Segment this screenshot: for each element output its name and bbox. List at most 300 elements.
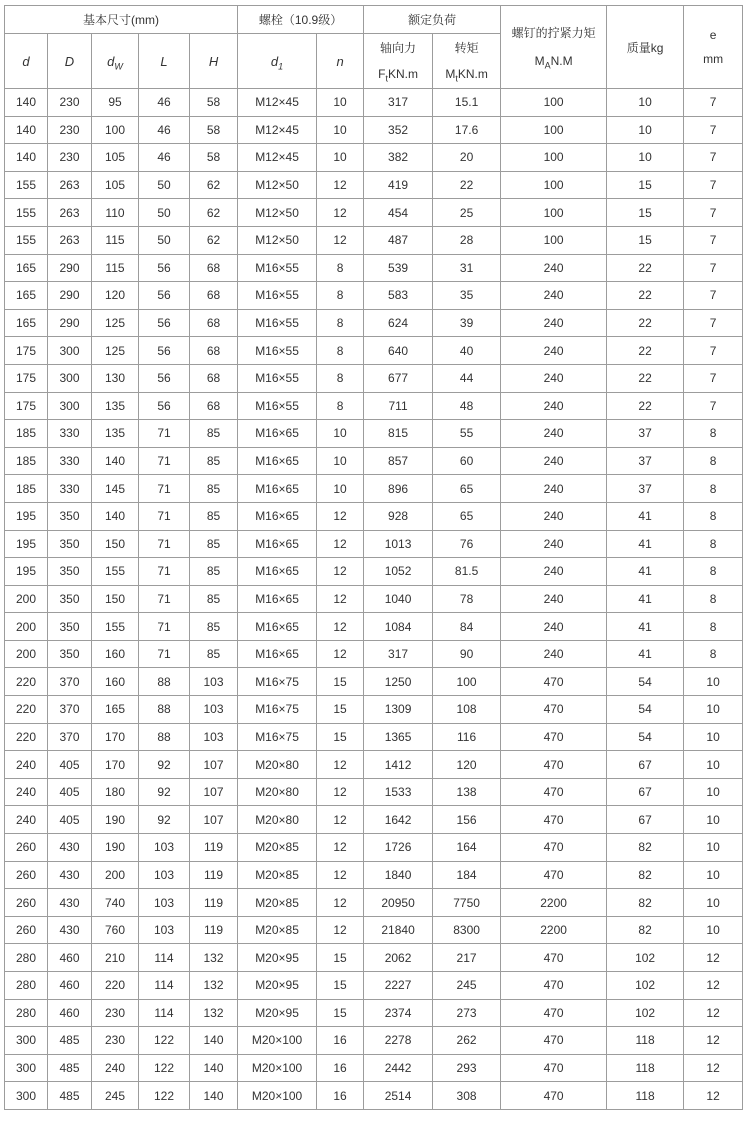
table-cell-rated-torque: 76 bbox=[433, 530, 501, 558]
table-cell-axial-force: 711 bbox=[364, 392, 433, 420]
table-row bbox=[5, 89, 743, 117]
table-cell-H: 68 bbox=[190, 337, 238, 365]
table-body bbox=[5, 89, 743, 1110]
table-cell-mass: 22 bbox=[607, 392, 684, 420]
table-cell-n: 15 bbox=[317, 972, 364, 1000]
table-row bbox=[5, 558, 743, 586]
table-cell-H: 85 bbox=[190, 613, 238, 641]
table-cell-H: 58 bbox=[190, 116, 238, 144]
table-cell-n: 10 bbox=[317, 89, 364, 117]
table-cell-axial-force: 2514 bbox=[364, 1082, 433, 1110]
table-cell-rated-torque: 138 bbox=[433, 778, 501, 806]
table-cell-D: 370 bbox=[48, 723, 92, 751]
table-cell-d: 280 bbox=[5, 944, 48, 972]
table-cell-d: 300 bbox=[5, 1054, 48, 1082]
table-cell-tightening-torque: 100 bbox=[501, 116, 607, 144]
table-cell-d1: M20×85 bbox=[238, 834, 317, 862]
header-axial-force bbox=[364, 34, 433, 89]
table-cell-n: 10 bbox=[317, 475, 364, 503]
table-cell-rated-torque: 35 bbox=[433, 282, 501, 310]
table-cell-axial-force: 2062 bbox=[364, 944, 433, 972]
table-cell-mass: 67 bbox=[607, 778, 684, 806]
table-cell-H: 103 bbox=[190, 696, 238, 724]
table-cell-d: 280 bbox=[5, 999, 48, 1027]
table-cell-n: 12 bbox=[317, 502, 364, 530]
table-cell-e: 8 bbox=[684, 502, 743, 530]
table-cell-d: 195 bbox=[5, 530, 48, 558]
table-cell-L: 56 bbox=[139, 309, 190, 337]
table-cell-tightening-torque: 240 bbox=[501, 309, 607, 337]
table-cell-D: 460 bbox=[48, 972, 92, 1000]
table-cell-d1: M16×75 bbox=[238, 723, 317, 751]
table-cell-dw: 230 bbox=[92, 1027, 139, 1055]
table-row bbox=[5, 171, 743, 199]
table-cell-H: 68 bbox=[190, 392, 238, 420]
table-cell-d: 240 bbox=[5, 778, 48, 806]
table-row bbox=[5, 778, 743, 806]
table-cell-d1: M16×65 bbox=[238, 640, 317, 668]
table-cell-mass: 10 bbox=[607, 116, 684, 144]
table-cell-e: 12 bbox=[684, 1027, 743, 1055]
table-cell-d: 200 bbox=[5, 613, 48, 641]
table-cell-mass: 41 bbox=[607, 613, 684, 641]
table-cell-mass: 41 bbox=[607, 530, 684, 558]
table-cell-H: 85 bbox=[190, 475, 238, 503]
table-cell-d: 175 bbox=[5, 337, 48, 365]
table-cell-d1: M20×100 bbox=[238, 1054, 317, 1082]
table-cell-H: 85 bbox=[190, 585, 238, 613]
table-cell-axial-force: 2374 bbox=[364, 999, 433, 1027]
table-cell-d1: M16×65 bbox=[238, 420, 317, 448]
table-cell-tightening-torque: 470 bbox=[501, 834, 607, 862]
table-cell-dw: 145 bbox=[92, 475, 139, 503]
table-cell-D: 330 bbox=[48, 447, 92, 475]
table-cell-mass: 41 bbox=[607, 502, 684, 530]
table-cell-d1: M12×50 bbox=[238, 171, 317, 199]
table-cell-dw: 135 bbox=[92, 392, 139, 420]
table-cell-e: 8 bbox=[684, 640, 743, 668]
table-cell-rated-torque: 17.6 bbox=[433, 116, 501, 144]
table-cell-e: 12 bbox=[684, 944, 743, 972]
unit-rest: N.M bbox=[550, 54, 573, 68]
table-cell-e: 10 bbox=[684, 778, 743, 806]
table-cell-D: 370 bbox=[48, 696, 92, 724]
table-cell-axial-force: 21840 bbox=[364, 916, 433, 944]
table-cell-dw: 125 bbox=[92, 337, 139, 365]
table-cell-dw: 105 bbox=[92, 171, 139, 199]
table-cell-L: 46 bbox=[139, 144, 190, 172]
table-cell-n: 15 bbox=[317, 944, 364, 972]
table-cell-mass: 22 bbox=[607, 337, 684, 365]
table-row bbox=[5, 834, 743, 862]
table-cell-mass: 67 bbox=[607, 751, 684, 779]
table-row bbox=[5, 144, 743, 172]
table-cell-tightening-torque: 470 bbox=[501, 999, 607, 1027]
table-cell-dw: 155 bbox=[92, 613, 139, 641]
table-cell-D: 430 bbox=[48, 834, 92, 862]
table-cell-d: 155 bbox=[5, 199, 48, 227]
header-rated-torque bbox=[433, 34, 501, 89]
table-cell-mass: 54 bbox=[607, 668, 684, 696]
table-cell-e: 7 bbox=[684, 171, 743, 199]
table-cell-d1: M16×65 bbox=[238, 447, 317, 475]
table-cell-n: 16 bbox=[317, 1082, 364, 1110]
table-cell-d1: M20×95 bbox=[238, 999, 317, 1027]
table-cell-d1: M16×55 bbox=[238, 364, 317, 392]
table-cell-d1: M12×50 bbox=[238, 226, 317, 254]
table-cell-dw: 190 bbox=[92, 834, 139, 862]
table-cell-n: 12 bbox=[317, 916, 364, 944]
table-cell-mass: 118 bbox=[607, 1082, 684, 1110]
spec-table bbox=[4, 5, 743, 1110]
table-cell-rated-torque: 308 bbox=[433, 1082, 501, 1110]
table-row bbox=[5, 696, 743, 724]
table-cell-n: 12 bbox=[317, 751, 364, 779]
table-cell-dw: 240 bbox=[92, 1054, 139, 1082]
table-cell-H: 119 bbox=[190, 916, 238, 944]
table-cell-tightening-torque: 470 bbox=[501, 696, 607, 724]
table-row bbox=[5, 640, 743, 668]
table-cell-dw: 180 bbox=[92, 778, 139, 806]
table-cell-L: 56 bbox=[139, 337, 190, 365]
table-cell-tightening-torque: 240 bbox=[501, 613, 607, 641]
table-cell-D: 263 bbox=[48, 226, 92, 254]
table-cell-D: 330 bbox=[48, 420, 92, 448]
table-cell-axial-force: 928 bbox=[364, 502, 433, 530]
table-row bbox=[5, 364, 743, 392]
table-row bbox=[5, 668, 743, 696]
table-cell-mass: 82 bbox=[607, 916, 684, 944]
table-cell-D: 430 bbox=[48, 889, 92, 917]
table-header bbox=[5, 6, 743, 89]
header-dw-base: d bbox=[107, 53, 115, 69]
table-cell-d: 240 bbox=[5, 806, 48, 834]
table-cell-H: 62 bbox=[190, 171, 238, 199]
table-cell-d1: M20×95 bbox=[238, 944, 317, 972]
table-cell-n: 12 bbox=[317, 889, 364, 917]
table-cell-n: 8 bbox=[317, 392, 364, 420]
table-cell-n: 12 bbox=[317, 806, 364, 834]
table-cell-d1: M16×75 bbox=[238, 696, 317, 724]
table-cell-e: 10 bbox=[684, 696, 743, 724]
table-cell-tightening-torque: 240 bbox=[501, 282, 607, 310]
table-cell-dw: 95 bbox=[92, 89, 139, 117]
table-cell-H: 68 bbox=[190, 309, 238, 337]
table-cell-tightening-torque: 100 bbox=[501, 171, 607, 199]
table-cell-tightening-torque: 100 bbox=[501, 89, 607, 117]
table-cell-L: 103 bbox=[139, 916, 190, 944]
table-cell-d: 140 bbox=[5, 89, 48, 117]
table-cell-n: 12 bbox=[317, 199, 364, 227]
table-cell-H: 58 bbox=[190, 89, 238, 117]
table-cell-H: 103 bbox=[190, 723, 238, 751]
table-cell-L: 92 bbox=[139, 778, 190, 806]
table-cell-mass: 102 bbox=[607, 944, 684, 972]
table-cell-d: 200 bbox=[5, 640, 48, 668]
table-cell-H: 132 bbox=[190, 944, 238, 972]
table-row bbox=[5, 254, 743, 282]
table-cell-H: 140 bbox=[190, 1082, 238, 1110]
table-cell-e: 8 bbox=[684, 558, 743, 586]
table-cell-d: 220 bbox=[5, 668, 48, 696]
table-cell-rated-torque: 108 bbox=[433, 696, 501, 724]
table-cell-d1: M16×55 bbox=[238, 392, 317, 420]
table-cell-axial-force: 419 bbox=[364, 171, 433, 199]
table-cell-rated-torque: 8300 bbox=[433, 916, 501, 944]
header-d1 bbox=[238, 34, 317, 89]
table-cell-n: 12 bbox=[317, 640, 364, 668]
table-cell-tightening-torque: 470 bbox=[501, 1027, 607, 1055]
table-cell-L: 71 bbox=[139, 640, 190, 668]
table-cell-dw: 100 bbox=[92, 116, 139, 144]
table-cell-mass: 41 bbox=[607, 558, 684, 586]
table-cell-H: 132 bbox=[190, 999, 238, 1027]
table-cell-tightening-torque: 100 bbox=[501, 199, 607, 227]
table-cell-H: 62 bbox=[190, 226, 238, 254]
table-row bbox=[5, 806, 743, 834]
table-cell-tightening-torque: 240 bbox=[501, 475, 607, 503]
table-cell-n: 10 bbox=[317, 116, 364, 144]
table-row bbox=[5, 392, 743, 420]
table-cell-L: 71 bbox=[139, 447, 190, 475]
table-cell-tightening-torque: 240 bbox=[501, 558, 607, 586]
table-cell-rated-torque: 44 bbox=[433, 364, 501, 392]
table-cell-tightening-torque: 2200 bbox=[501, 916, 607, 944]
table-cell-H: 85 bbox=[190, 420, 238, 448]
table-cell-mass: 54 bbox=[607, 723, 684, 751]
table-cell-dw: 170 bbox=[92, 751, 139, 779]
table-cell-L: 114 bbox=[139, 972, 190, 1000]
header-tightening-torque bbox=[501, 6, 607, 89]
table-cell-axial-force: 317 bbox=[364, 640, 433, 668]
table-cell-tightening-torque: 240 bbox=[501, 447, 607, 475]
table-cell-rated-torque: 20 bbox=[433, 144, 501, 172]
table-cell-n: 12 bbox=[317, 171, 364, 199]
table-row bbox=[5, 1054, 743, 1082]
table-cell-n: 10 bbox=[317, 420, 364, 448]
table-cell-D: 430 bbox=[48, 861, 92, 889]
table-cell-dw: 190 bbox=[92, 806, 139, 834]
table-cell-e: 7 bbox=[684, 282, 743, 310]
table-cell-n: 12 bbox=[317, 778, 364, 806]
table-cell-H: 85 bbox=[190, 558, 238, 586]
table-cell-rated-torque: 84 bbox=[433, 613, 501, 641]
table-cell-e: 7 bbox=[684, 89, 743, 117]
table-cell-e: 7 bbox=[684, 392, 743, 420]
table-row bbox=[5, 226, 743, 254]
table-cell-e: 7 bbox=[684, 254, 743, 282]
table-cell-L: 50 bbox=[139, 199, 190, 227]
table-cell-axial-force: 2227 bbox=[364, 972, 433, 1000]
table-cell-rated-torque: 78 bbox=[433, 585, 501, 613]
table-cell-n: 16 bbox=[317, 1027, 364, 1055]
table-cell-rated-torque: 184 bbox=[433, 861, 501, 889]
table-cell-rated-torque: 39 bbox=[433, 309, 501, 337]
table-cell-L: 71 bbox=[139, 420, 190, 448]
table-cell-d1: M16×65 bbox=[238, 585, 317, 613]
table-cell-n: 10 bbox=[317, 144, 364, 172]
table-cell-rated-torque: 15.1 bbox=[433, 89, 501, 117]
table-cell-dw: 105 bbox=[92, 144, 139, 172]
table-cell-H: 85 bbox=[190, 447, 238, 475]
table-row bbox=[5, 1082, 743, 1110]
table-cell-rated-torque: 262 bbox=[433, 1027, 501, 1055]
table-cell-d1: M16×55 bbox=[238, 254, 317, 282]
table-cell-tightening-torque: 240 bbox=[501, 364, 607, 392]
table-cell-e: 8 bbox=[684, 530, 743, 558]
table-cell-e: 12 bbox=[684, 1054, 743, 1082]
table-cell-d1: M20×80 bbox=[238, 751, 317, 779]
table-cell-L: 103 bbox=[139, 861, 190, 889]
table-cell-d: 220 bbox=[5, 696, 48, 724]
table-cell-tightening-torque: 470 bbox=[501, 861, 607, 889]
table-cell-rated-torque: 65 bbox=[433, 475, 501, 503]
header-e bbox=[684, 6, 743, 89]
table-cell-L: 88 bbox=[139, 723, 190, 751]
table-cell-H: 140 bbox=[190, 1054, 238, 1082]
table-cell-d: 185 bbox=[5, 475, 48, 503]
table-cell-d: 140 bbox=[5, 116, 48, 144]
table-cell-D: 300 bbox=[48, 364, 92, 392]
table-cell-D: 350 bbox=[48, 558, 92, 586]
table-cell-d1: M16×65 bbox=[238, 530, 317, 558]
table-cell-d1: M20×80 bbox=[238, 806, 317, 834]
table-cell-mass: 82 bbox=[607, 861, 684, 889]
table-row bbox=[5, 475, 743, 503]
table-cell-L: 71 bbox=[139, 558, 190, 586]
table-cell-dw: 130 bbox=[92, 364, 139, 392]
table-cell-axial-force: 454 bbox=[364, 199, 433, 227]
table-cell-tightening-torque: 240 bbox=[501, 502, 607, 530]
table-cell-H: 85 bbox=[190, 502, 238, 530]
table-cell-d: 260 bbox=[5, 861, 48, 889]
table-cell-rated-torque: 81.5 bbox=[433, 558, 501, 586]
table-cell-e: 10 bbox=[684, 751, 743, 779]
table-cell-rated-torque: 28 bbox=[433, 226, 501, 254]
table-cell-axial-force: 1642 bbox=[364, 806, 433, 834]
table-cell-d: 165 bbox=[5, 282, 48, 310]
table-cell-d1: M16×65 bbox=[238, 558, 317, 586]
table-cell-mass: 10 bbox=[607, 144, 684, 172]
table-cell-e: 12 bbox=[684, 999, 743, 1027]
table-cell-D: 405 bbox=[48, 806, 92, 834]
table-cell-rated-torque: 60 bbox=[433, 447, 501, 475]
table-cell-H: 85 bbox=[190, 530, 238, 558]
table-row bbox=[5, 309, 743, 337]
table-cell-mass: 37 bbox=[607, 447, 684, 475]
table-cell-axial-force: 1040 bbox=[364, 585, 433, 613]
table-row bbox=[5, 944, 743, 972]
table-cell-D: 485 bbox=[48, 1027, 92, 1055]
table-cell-mass: 15 bbox=[607, 226, 684, 254]
table-cell-dw: 150 bbox=[92, 585, 139, 613]
table-cell-H: 68 bbox=[190, 364, 238, 392]
table-cell-d1: M12×45 bbox=[238, 89, 317, 117]
table-cell-d: 195 bbox=[5, 502, 48, 530]
table-cell-d1: M12×50 bbox=[238, 199, 317, 227]
header-d1-base: d bbox=[270, 53, 279, 69]
table-cell-n: 15 bbox=[317, 696, 364, 724]
header-dw bbox=[92, 34, 139, 89]
table-cell-d: 280 bbox=[5, 972, 48, 1000]
table-cell-d: 185 bbox=[5, 447, 48, 475]
header-row-groups bbox=[5, 6, 743, 34]
table-cell-mass: 41 bbox=[607, 585, 684, 613]
table-cell-axial-force: 1250 bbox=[364, 668, 433, 696]
table-cell-H: 68 bbox=[190, 254, 238, 282]
table-cell-L: 114 bbox=[139, 944, 190, 972]
table-cell-n: 12 bbox=[317, 530, 364, 558]
table-cell-H: 119 bbox=[190, 861, 238, 889]
table-cell-e: 10 bbox=[684, 861, 743, 889]
table-cell-n: 8 bbox=[317, 254, 364, 282]
table-cell-d1: M20×85 bbox=[238, 889, 317, 917]
table-cell-mass: 37 bbox=[607, 475, 684, 503]
table-row bbox=[5, 999, 743, 1027]
table-cell-dw: 165 bbox=[92, 696, 139, 724]
table-cell-d: 175 bbox=[5, 364, 48, 392]
table-cell-axial-force: 1412 bbox=[364, 751, 433, 779]
table-cell-rated-torque: 273 bbox=[433, 999, 501, 1027]
table-cell-tightening-torque: 470 bbox=[501, 668, 607, 696]
table-cell-d1: M20×100 bbox=[238, 1027, 317, 1055]
table-cell-L: 46 bbox=[139, 89, 190, 117]
table-row bbox=[5, 337, 743, 365]
table-row bbox=[5, 723, 743, 751]
table-cell-e: 7 bbox=[684, 226, 743, 254]
table-cell-H: 85 bbox=[190, 640, 238, 668]
table-cell-e: 8 bbox=[684, 613, 743, 641]
table-cell-tightening-torque: 470 bbox=[501, 778, 607, 806]
unit-base: M bbox=[534, 54, 545, 68]
table-cell-mass: 10 bbox=[607, 89, 684, 117]
table-cell-dw: 110 bbox=[92, 199, 139, 227]
table-cell-e: 7 bbox=[684, 144, 743, 172]
table-cell-dw: 210 bbox=[92, 944, 139, 972]
table-cell-L: 71 bbox=[139, 502, 190, 530]
axial-force-unit bbox=[364, 61, 432, 87]
table-cell-tightening-torque: 470 bbox=[501, 723, 607, 751]
table-cell-axial-force: 1084 bbox=[364, 613, 433, 641]
table-cell-dw: 245 bbox=[92, 1082, 139, 1110]
table-cell-rated-torque: 90 bbox=[433, 640, 501, 668]
table-cell-tightening-torque: 470 bbox=[501, 751, 607, 779]
table-cell-H: 107 bbox=[190, 751, 238, 779]
table-cell-axial-force: 539 bbox=[364, 254, 433, 282]
table-cell-tightening-torque: 240 bbox=[501, 254, 607, 282]
table-cell-d: 185 bbox=[5, 420, 48, 448]
table-cell-d: 220 bbox=[5, 723, 48, 751]
table-row bbox=[5, 916, 743, 944]
table-cell-L: 92 bbox=[139, 806, 190, 834]
table-cell-tightening-torque: 240 bbox=[501, 640, 607, 668]
table-cell-d: 260 bbox=[5, 916, 48, 944]
table-cell-axial-force: 352 bbox=[364, 116, 433, 144]
table-cell-e: 7 bbox=[684, 337, 743, 365]
table-cell-dw: 155 bbox=[92, 558, 139, 586]
table-cell-d1: M16×55 bbox=[238, 309, 317, 337]
table-row bbox=[5, 613, 743, 641]
table-cell-d: 165 bbox=[5, 254, 48, 282]
table-cell-d: 165 bbox=[5, 309, 48, 337]
table-cell-dw: 740 bbox=[92, 889, 139, 917]
table-cell-D: 460 bbox=[48, 944, 92, 972]
table-cell-L: 50 bbox=[139, 171, 190, 199]
table-cell-L: 88 bbox=[139, 696, 190, 724]
table-cell-tightening-torque: 240 bbox=[501, 585, 607, 613]
table-cell-mass: 82 bbox=[607, 834, 684, 862]
table-cell-e: 7 bbox=[684, 199, 743, 227]
